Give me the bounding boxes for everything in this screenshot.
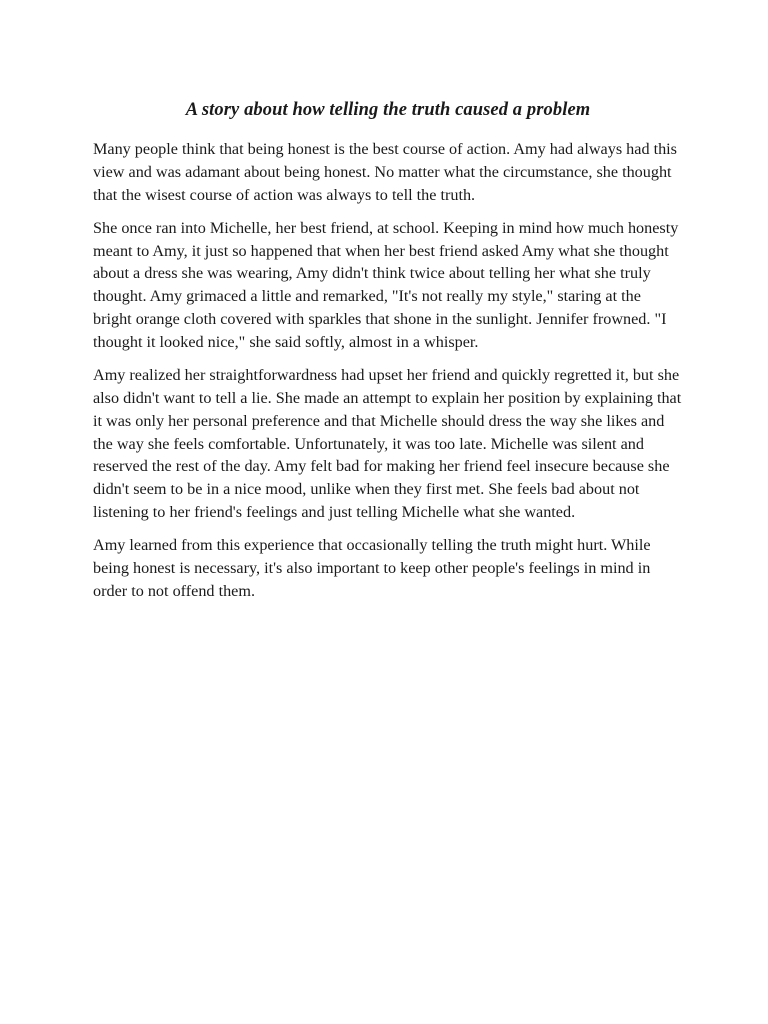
paragraph-4: Amy learned from this experience that occasionally telling the truth might hurt. While being honest is necessary, it's also important to keep other people's feelings in mind in order to not offend them.: [93, 536, 651, 600]
paragraph-3: Amy realized her straightforwardness had upset her friend and quickly regretted it, but she also didn't want to tell a lie. She made an attempt to explain her position by explaining that it was only her personal preference and that Michelle should dress the way she likes and the way she feels comfortable. Unfortunately, it was too late. Michelle was silent and reserved the rest of the day. Amy felt bad for making her friend feel insecure because she didn't seem to be in a nice mood, unlike when they first met. She feels bad about not listening to her friend's feelings and just telling Michelle what she wanted.: [93, 366, 682, 521]
paragraph-2: She once ran into Michelle, her best friend, at school. Keeping in mind how much honesty meant to Amy, it just so happened that when her best friend asked Amy what she thought about a dress she was wearing, Amy didn't think twice about telling her what she truly thought. Amy grimaced a little and remarked, "It's not really my style," staring at the bright orange cloth covered with sparkles that shone in the sunlight. Jennifer frowned. "I thought it looked nice," she said softly, almost in a whisper.: [93, 218, 679, 351]
paragraph-1: Many people think that being honest is the best course of action. Amy had always had this view and was adamant about being honest. No matter what the circumstance, she thought that the wisest course of action was always to tell the truth.: [93, 140, 677, 204]
document-title: A story about how telling the truth caused a problem: [185, 100, 591, 120]
document-page: [93, 98, 683, 613]
